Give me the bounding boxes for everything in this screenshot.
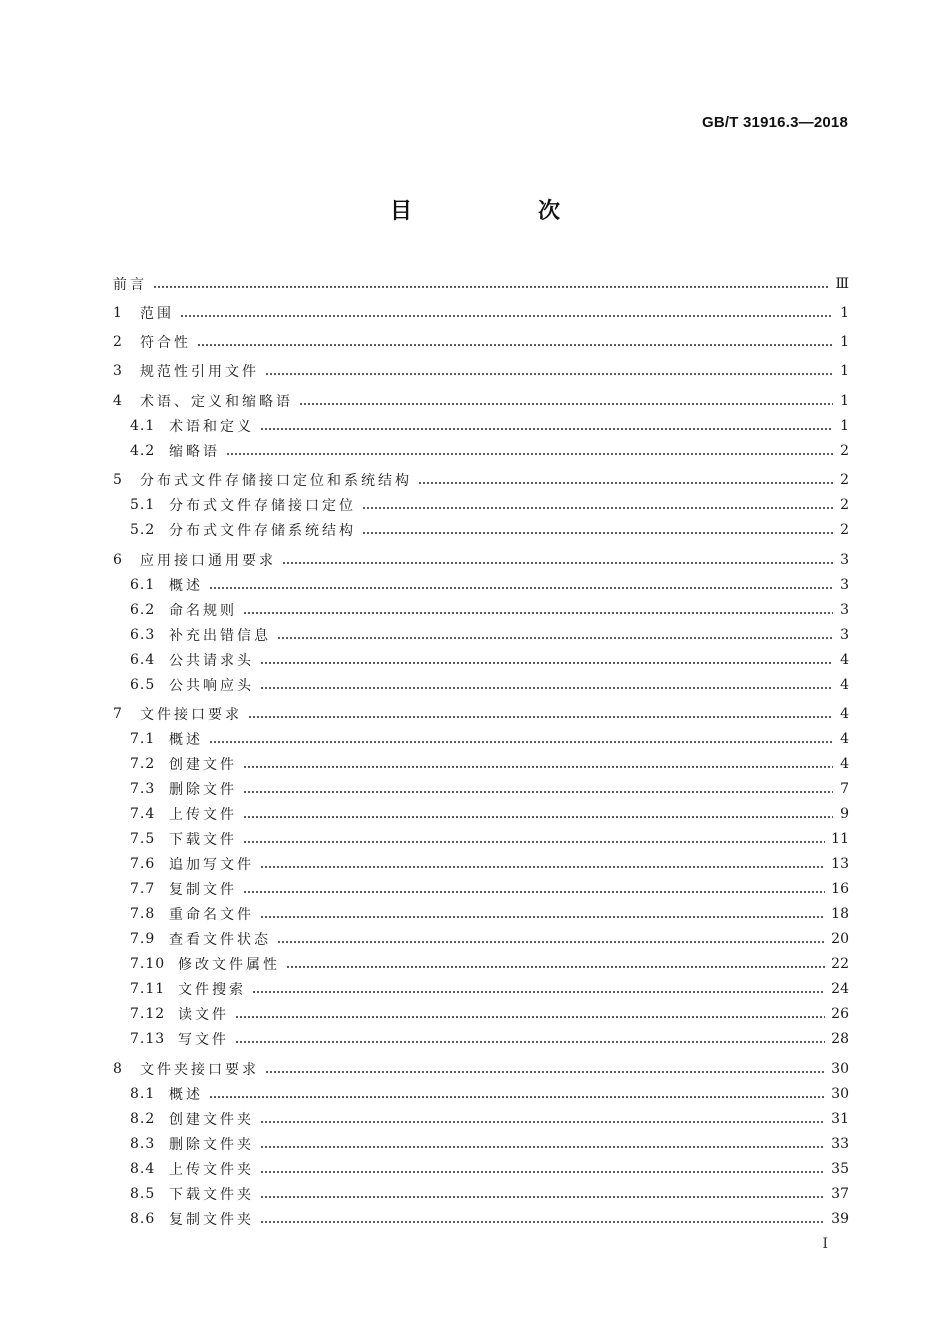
toc-entry-title: 查看文件状态 xyxy=(169,932,271,948)
toc-entry-title: 术语、定义和缩略语 xyxy=(140,394,293,410)
toc-entry-title: 创建文件 xyxy=(169,757,237,773)
toc-entry-title: 补充出错信息 xyxy=(169,628,271,644)
toc-entry-page: 33 xyxy=(831,1136,849,1152)
toc-entry-number: 6.2 xyxy=(130,602,156,618)
toc-entry[interactable] xyxy=(113,548,849,572)
dot-leader xyxy=(277,941,825,943)
toc-entry[interactable] xyxy=(130,1002,849,1026)
toc-entry-number: 6.5 xyxy=(130,677,156,693)
toc-entry[interactable] xyxy=(130,902,849,926)
dot-leader xyxy=(286,966,825,968)
toc-entry-title: 创建文件夹 xyxy=(169,1112,254,1128)
dot-leader xyxy=(260,1196,825,1198)
toc-entry-page: 39 xyxy=(831,1211,849,1227)
toc-entry-title: 公共请求头 xyxy=(169,653,254,669)
toc-entry-title: 规范性引用文件 xyxy=(140,364,259,380)
toc-entry-page: 1 xyxy=(840,363,849,379)
toc-entry[interactable] xyxy=(130,877,849,901)
toc-entry[interactable] xyxy=(113,272,849,296)
toc-entry-page: 13 xyxy=(831,856,849,872)
toc-entry-title: 复制文件 xyxy=(169,882,237,898)
dot-leader xyxy=(260,916,825,918)
toc-entry-number: 7.3 xyxy=(130,781,156,797)
toc-entry-page: 30 xyxy=(831,1061,849,1077)
toc-entry-number: 8.6 xyxy=(130,1211,156,1227)
toc-entry-page: 1 xyxy=(840,334,849,350)
toc-entry-page: 22 xyxy=(831,956,849,972)
toc-entry-page: 2 xyxy=(840,497,849,513)
toc-entry-title: 文件搜索 xyxy=(178,982,246,998)
toc-entry-title: 应用接口通用要求 xyxy=(140,553,276,569)
toc-entry-title: 追加写文件 xyxy=(169,857,254,873)
dot-leader xyxy=(209,1096,825,1098)
toc-entry-page: 35 xyxy=(831,1161,849,1177)
toc-entry[interactable] xyxy=(130,977,849,1001)
toc-entry-page: 1 xyxy=(840,418,849,434)
dot-leader xyxy=(265,1071,825,1073)
toc-entry-page: 3 xyxy=(840,552,849,568)
dot-leader xyxy=(243,891,825,893)
toc-entry-number: 7.2 xyxy=(130,756,156,772)
toc-entry-title: 修改文件属性 xyxy=(178,957,280,973)
toc-entry[interactable] xyxy=(113,301,849,325)
toc-entry-title: 分布式文件存储系统结构 xyxy=(169,523,356,539)
toc-entry-number: 8.4 xyxy=(130,1161,156,1177)
toc-entry-title: 下载文件 xyxy=(169,832,237,848)
toc-entry-page: 16 xyxy=(831,881,849,897)
toc-entry-page: 30 xyxy=(831,1086,849,1102)
toc-entry[interactable] xyxy=(130,439,849,463)
dot-leader xyxy=(260,1121,825,1123)
toc-entry-number: 4.1 xyxy=(130,418,156,434)
dot-leader xyxy=(260,1146,825,1148)
dot-leader xyxy=(299,403,833,405)
toc-entry-number: 7.12 xyxy=(130,1006,166,1022)
toc-entry-page: 2 xyxy=(840,522,849,538)
toc-entry[interactable] xyxy=(130,802,849,826)
toc-entry-title: 写文件 xyxy=(178,1032,229,1048)
dot-leader xyxy=(265,373,833,375)
dot-leader xyxy=(243,791,833,793)
toc-entry-number: 7.10 xyxy=(130,956,166,972)
toc-entry-number: 7.6 xyxy=(130,856,156,872)
toc-entry[interactable] xyxy=(130,623,849,647)
toc-entry-page: 11 xyxy=(831,831,849,847)
table-of-contents xyxy=(113,0,849,1344)
dot-leader xyxy=(248,716,833,718)
dot-leader xyxy=(209,587,833,589)
toc-entry-title: 公共响应头 xyxy=(169,678,254,694)
toc-entry-page: 31 xyxy=(831,1111,849,1127)
toc-entry-title: 删除文件 xyxy=(169,782,237,798)
toc-entry-title: 缩略语 xyxy=(169,444,220,460)
toc-entry[interactable] xyxy=(130,952,849,976)
toc-entry-number: 7.4 xyxy=(130,806,156,822)
dot-leader xyxy=(209,741,833,743)
dot-leader xyxy=(226,453,833,455)
toc-entry-page: 4 xyxy=(840,652,849,668)
toc-entry-number: 3 xyxy=(113,363,123,379)
toc-entry[interactable] xyxy=(130,493,849,517)
toc-entry-title: 符合性 xyxy=(140,335,191,351)
toc-entry-title: 读文件 xyxy=(178,1007,229,1023)
toc-entry-title: 前言 xyxy=(113,277,147,293)
toc-entry[interactable] xyxy=(130,1157,849,1181)
dot-leader xyxy=(252,991,825,993)
dot-leader xyxy=(260,428,833,430)
toc-entry[interactable] xyxy=(130,1107,849,1131)
toc-entry-page: 20 xyxy=(831,931,849,947)
toc-entry-page: 3 xyxy=(840,577,849,593)
toc-entry-number: 1 xyxy=(113,305,123,321)
dot-leader xyxy=(282,562,833,564)
toc-entry-title: 范围 xyxy=(140,306,174,322)
toc-entry-number: 8.2 xyxy=(130,1111,156,1127)
toc-entry-title: 上传文件 xyxy=(169,807,237,823)
toc-entry[interactable] xyxy=(130,777,849,801)
toc-entry-title: 文件接口要求 xyxy=(140,707,242,723)
dot-leader xyxy=(235,1041,825,1043)
toc-entry[interactable] xyxy=(113,468,849,492)
toc-entry-title: 下载文件夹 xyxy=(169,1187,254,1203)
toc-entry-number: 8.5 xyxy=(130,1186,156,1202)
toc-entry[interactable] xyxy=(130,1132,849,1156)
toc-entry-number: 7.1 xyxy=(130,731,156,747)
toc-entry-title: 命名规则 xyxy=(169,603,237,619)
toc-entry-page: 9 xyxy=(840,806,849,822)
toc-entry-number: 6.1 xyxy=(130,577,156,593)
toc-entry-number: 5 xyxy=(113,472,123,488)
toc-entry-number: 8.1 xyxy=(130,1086,156,1102)
toc-entry[interactable] xyxy=(130,414,849,438)
toc-entry-title: 上传文件夹 xyxy=(169,1162,254,1178)
toc-entry-number: 7.5 xyxy=(130,831,156,847)
toc-entry[interactable] xyxy=(130,727,849,751)
dot-leader xyxy=(260,1221,825,1223)
toc-entry-title: 概述 xyxy=(169,1087,203,1103)
toc-entry-number: 6 xyxy=(113,552,123,568)
toc-entry-page: 18 xyxy=(831,906,849,922)
dot-leader xyxy=(180,315,833,317)
dot-leader xyxy=(277,637,833,639)
toc-entry-page: 2 xyxy=(840,472,849,488)
toc-entry[interactable] xyxy=(113,330,849,354)
page-title: 目 次 xyxy=(389,199,612,224)
toc-entry-title: 概述 xyxy=(169,578,203,594)
dot-leader xyxy=(418,482,833,484)
toc-entry-page: 37 xyxy=(831,1186,849,1202)
dot-leader xyxy=(260,662,833,664)
toc-entry[interactable] xyxy=(130,752,849,776)
toc-entry-page: 4 xyxy=(840,756,849,772)
toc-entry-page: 7 xyxy=(840,781,849,797)
toc-entry-page: 4 xyxy=(840,677,849,693)
dot-leader xyxy=(197,344,833,346)
toc-entry-number: 8.3 xyxy=(130,1136,156,1152)
toc-entry-number: 7.8 xyxy=(130,906,156,922)
toc-entry-number: 7.9 xyxy=(130,931,156,947)
toc-entry[interactable] xyxy=(130,598,849,622)
toc-entry[interactable] xyxy=(130,518,849,542)
toc-entry[interactable] xyxy=(130,648,849,672)
dot-leader xyxy=(235,1016,825,1018)
toc-entry-number: 2 xyxy=(113,334,123,350)
toc-entry[interactable] xyxy=(130,1182,849,1206)
toc-entry[interactable] xyxy=(113,702,849,726)
toc-entry-page: 4 xyxy=(840,706,849,722)
toc-entry-title: 文件夹接口要求 xyxy=(140,1062,259,1078)
toc-entry-page: 1 xyxy=(840,305,849,321)
toc-entry-page: 2 xyxy=(840,443,849,459)
toc-entry-number: 7 xyxy=(113,706,123,722)
toc-entry-title: 复制文件夹 xyxy=(169,1212,254,1228)
toc-entry-number: 7.11 xyxy=(130,981,166,997)
toc-entry[interactable] xyxy=(130,673,849,697)
toc-entry-title: 分布式文件存储接口定位和系统结构 xyxy=(140,473,412,489)
toc-entry-page: Ⅲ xyxy=(835,276,849,292)
toc-entry[interactable] xyxy=(130,573,849,597)
dot-leader xyxy=(260,687,833,689)
toc-entry-title: 重命名文件 xyxy=(169,907,254,923)
toc-entry[interactable] xyxy=(130,1027,849,1051)
toc-entry-title: 术语和定义 xyxy=(169,419,254,435)
toc-entry-page: 24 xyxy=(831,981,849,997)
toc-entry-number: 7.7 xyxy=(130,881,156,897)
dot-leader xyxy=(243,841,825,843)
dot-leader xyxy=(260,1171,825,1173)
dot-leader xyxy=(243,612,833,614)
toc-entry-page: 28 xyxy=(831,1031,849,1047)
toc-entry-title: 删除文件夹 xyxy=(169,1137,254,1153)
toc-entry-number: 4.2 xyxy=(130,443,156,459)
dot-leader xyxy=(362,507,833,509)
toc-entry-title: 概述 xyxy=(169,732,203,748)
dot-leader xyxy=(243,766,833,768)
toc-entry[interactable] xyxy=(130,827,849,851)
toc-entry-number: 4 xyxy=(113,393,123,409)
toc-entry[interactable] xyxy=(130,852,849,876)
toc-entry-page: 3 xyxy=(840,602,849,618)
dot-leader xyxy=(362,532,833,534)
page-number: I xyxy=(822,1236,828,1252)
dot-leader xyxy=(260,866,825,868)
toc-entry-number: 6.4 xyxy=(130,652,156,668)
toc-entry-number: 6.3 xyxy=(130,627,156,643)
toc-entry[interactable] xyxy=(113,389,849,413)
toc-entry-number: 8 xyxy=(113,1061,123,1077)
toc-entry[interactable] xyxy=(113,359,849,383)
toc-entry-number: 5.1 xyxy=(130,497,156,513)
toc-entry-page: 3 xyxy=(840,627,849,643)
toc-entry-page: 26 xyxy=(831,1006,849,1022)
toc-entry[interactable] xyxy=(113,1057,849,1081)
toc-entry-page: 1 xyxy=(840,393,849,409)
toc-entry-title: 分布式文件存储接口定位 xyxy=(169,498,356,514)
toc-entry-number: 5.2 xyxy=(130,522,156,538)
toc-entry[interactable] xyxy=(130,1207,849,1231)
toc-entry[interactable] xyxy=(130,1082,849,1106)
dot-leader xyxy=(153,286,829,288)
dot-leader xyxy=(243,816,833,818)
toc-entry-page: 4 xyxy=(840,731,849,747)
standard-code: GB/T 31916.3—2018 xyxy=(702,114,848,131)
toc-entry[interactable] xyxy=(130,927,849,951)
toc-entry-number: 7.13 xyxy=(130,1031,166,1047)
